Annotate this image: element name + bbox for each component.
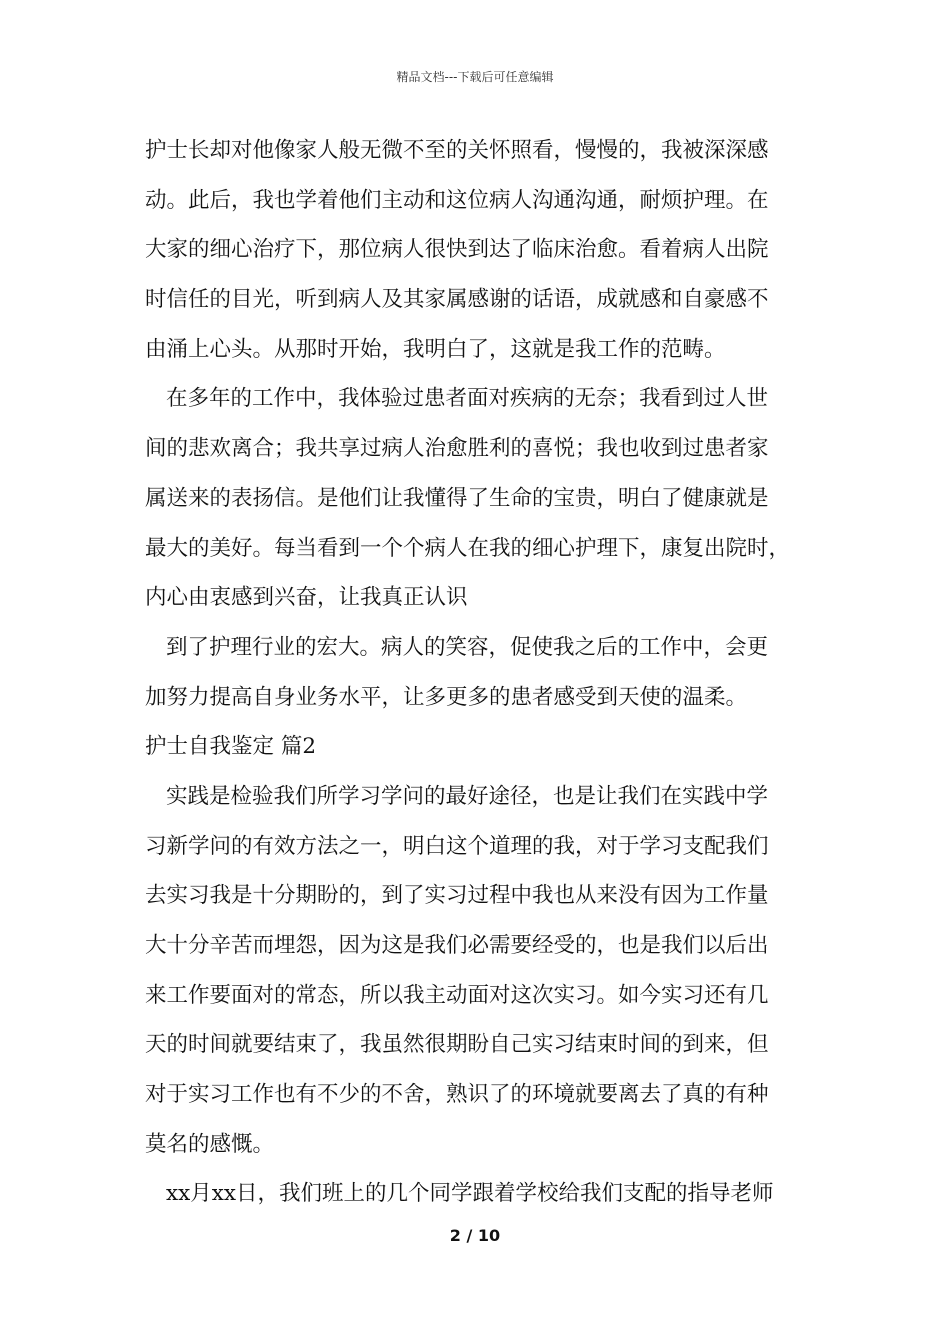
document-body — [145, 126, 815, 1219]
text-line: 来工作要面对的常态，所以我主动面对这次实习。如今实习还有几 — [145, 982, 769, 1008]
text-line: 到了护理行业的宏大。病人的笑容，促使我之后的工作中，会更 — [166, 634, 769, 660]
section-heading: 护士自我鉴定 篇2 — [145, 734, 317, 760]
text-line: 实践是检验我们所学习学问的最好途径，也是让我们在实践中学 — [166, 783, 769, 809]
text-line: 动。此后，我也学着他们主动和这位病人沟通沟通，耐烦护理。在 — [145, 187, 769, 213]
text-line: 时信任的目光，听到病人及其家属感谢的话语，成就感和自豪感不 — [145, 287, 769, 313]
page-number: 2 / 10 — [449, 1226, 501, 1245]
text-line: 对于实习工作也有不少的不舍，熟识了的环境就要离去了真的有种 — [145, 1082, 769, 1108]
text-line: 由涌上心头。从那时开始，我明白了，这就是我工作的范畴。 — [145, 336, 726, 362]
text-line: 习新学问的有效方法之一，明白这个道理的我，对于学习支配我们 — [145, 833, 769, 859]
text-line: 护士长却对他像家人般无微不至的关怀照看，慢慢的，我被深深感 — [145, 138, 769, 163]
text-line: 最大的美好。每当看到一个个病人在我的细心护理下，康复出院时， — [145, 535, 791, 561]
text-line: 加努力提高自身业务水平，让多更多的患者感受到天使的温柔。 — [145, 684, 748, 710]
text-line: 天的时间就要结束了，我虽然很期盼自己实习结束时间的到来，但 — [145, 1032, 769, 1058]
page-header: 精品文档---下载后可任意编辑 — [396, 70, 554, 84]
text-line: 大十分辛苦而埋怨，因为这是我们必需要经受的，也是我们以后出 — [145, 933, 769, 958]
text-line: 莫名的感慨。 — [145, 1131, 275, 1157]
text-line: 间的悲欢离合；我共享过病人治愈胜利的喜悦；我也收到过患者家 — [145, 436, 769, 462]
text-line: 大家的细心治疗下，那位病人很快到达了临床治愈。看着病人出院 — [145, 237, 769, 263]
text-line: xx月xx日，我们班上的几个同学跟着学校给我们支配的指导老师 — [166, 1181, 774, 1207]
text-line: 属送来的表扬信。是他们让我懂得了生命的宝贵，明白了健康就是 — [145, 485, 769, 511]
text-line: 去实习我是十分期盼的，到了实习过程中我也从来没有因为工作量 — [145, 883, 769, 909]
text-line: 内心由衷感到兴奋，让我真正认识 — [145, 585, 468, 611]
text-line: 在多年的工作中，我体验过患者面对疾病的无奈；我看到过人世 — [166, 386, 769, 412]
